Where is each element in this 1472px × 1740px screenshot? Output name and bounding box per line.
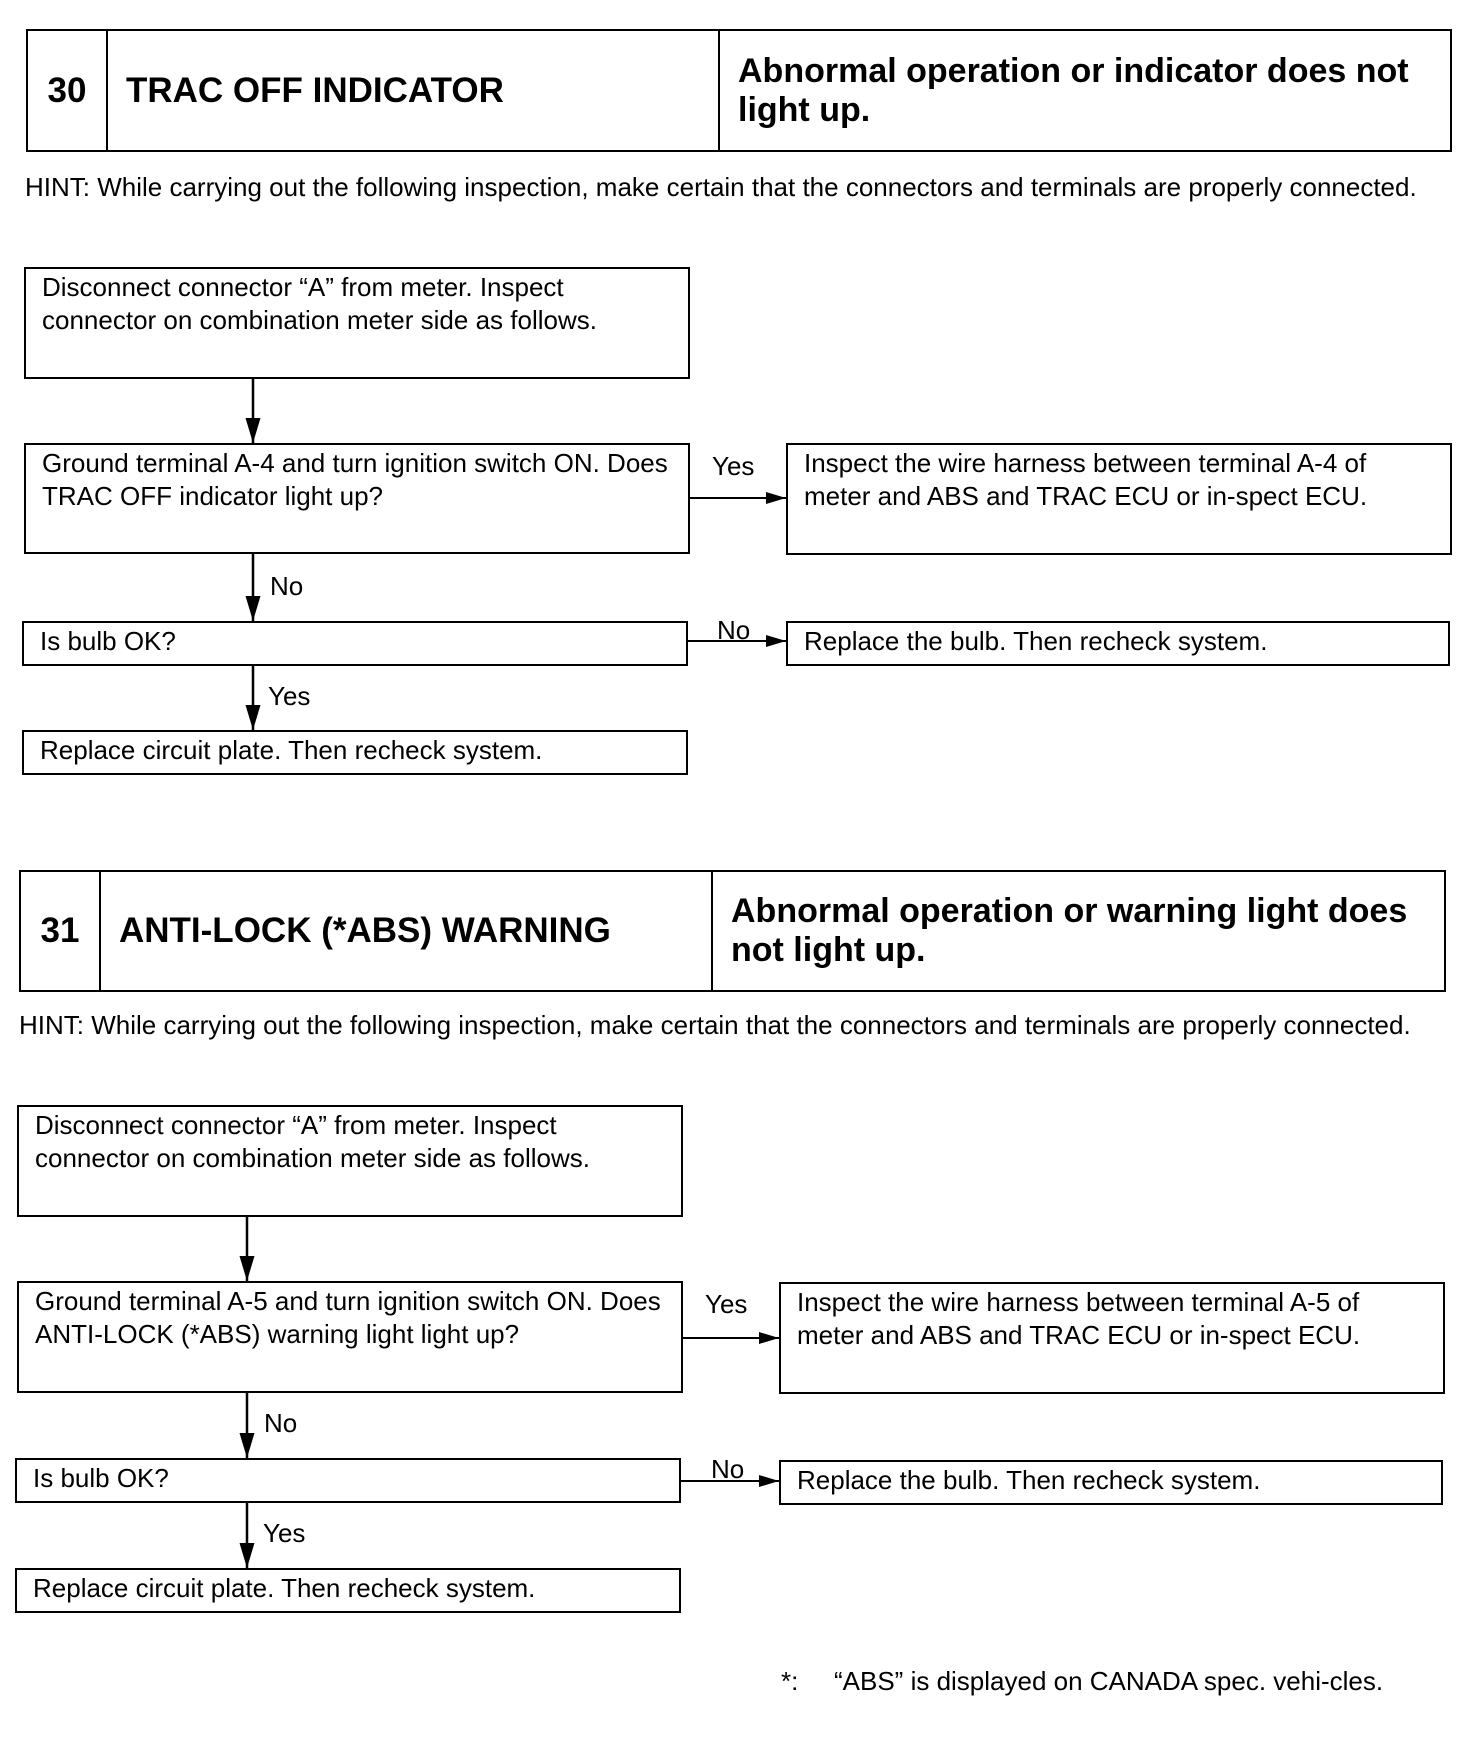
yes-label: Yes [263, 1518, 306, 1548]
section-title: TRAC OFF INDICATOR [108, 31, 720, 150]
result-replace-bulb: Replace the bulb. Then recheck system. [779, 1460, 1443, 1505]
no-label: No [264, 1408, 298, 1438]
yes-label: Yes [268, 681, 311, 711]
no-label: No [270, 571, 304, 601]
section-30-header [26, 29, 1452, 152]
footnote [781, 1665, 1446, 1697]
step-ground-terminal-question: Ground terminal A-5 and turn ignition switch ON. Does ANTI-LOCK (*ABS) warning light light up? [17, 1281, 683, 1393]
yes-label: Yes [705, 1289, 748, 1319]
yes-label: Yes [712, 451, 755, 481]
no-label: No [717, 615, 751, 645]
footnote-mark: *: [781, 1666, 799, 1696]
section-31-header [19, 870, 1446, 992]
section-number: 30 [28, 31, 108, 150]
hint-text: HINT: While carrying out the following inspection, make certain that the connectors and terminals are properly connected. [25, 172, 1417, 202]
step-disconnect-connector: Disconnect connector “A” from meter. Inspect connector on combination meter side as follows. [24, 267, 690, 379]
footnote-text: “ABS” is displayed on CANADA spec. vehi-cles. [834, 1666, 1384, 1696]
step-disconnect-connector: Disconnect connector “A” from meter. Inspect connector on combination meter side as follows. [17, 1105, 683, 1217]
section-number: 31 [21, 872, 101, 990]
result-replace-circuit-plate: Replace circuit plate. Then recheck system. [15, 1568, 681, 1613]
result-inspect-wire-harness: Inspect the wire harness between terminal A-4 of meter and ABS and TRAC ECU or in-spect ECU. [786, 443, 1452, 555]
hint-text: HINT: While carrying out the following inspection, make certain that the connectors and terminals are properly connected. [19, 1010, 1411, 1040]
step-ground-terminal-question: Ground terminal A-4 and turn ignition switch ON. Does TRAC OFF indicator light up? [24, 443, 690, 554]
result-replace-bulb: Replace the bulb. Then recheck system. [786, 621, 1450, 666]
step-bulb-question: Is bulb OK? [15, 1458, 681, 1503]
section-title: ANTI-LOCK (*ABS) WARNING [101, 872, 713, 990]
step-bulb-question: Is bulb OK? [22, 621, 688, 666]
problem-symptom: Abnormal operation or indicator does not light up. [738, 51, 1409, 129]
no-label: No [711, 1454, 745, 1484]
result-inspect-wire-harness: Inspect the wire harness between terminal A-5 of meter and ABS and TRAC ECU or in-spect ECU. [779, 1282, 1445, 1394]
problem-symptom: Abnormal operation or warning light does not light up. [731, 892, 1408, 969]
result-replace-circuit-plate: Replace circuit plate. Then recheck system. [22, 730, 688, 775]
